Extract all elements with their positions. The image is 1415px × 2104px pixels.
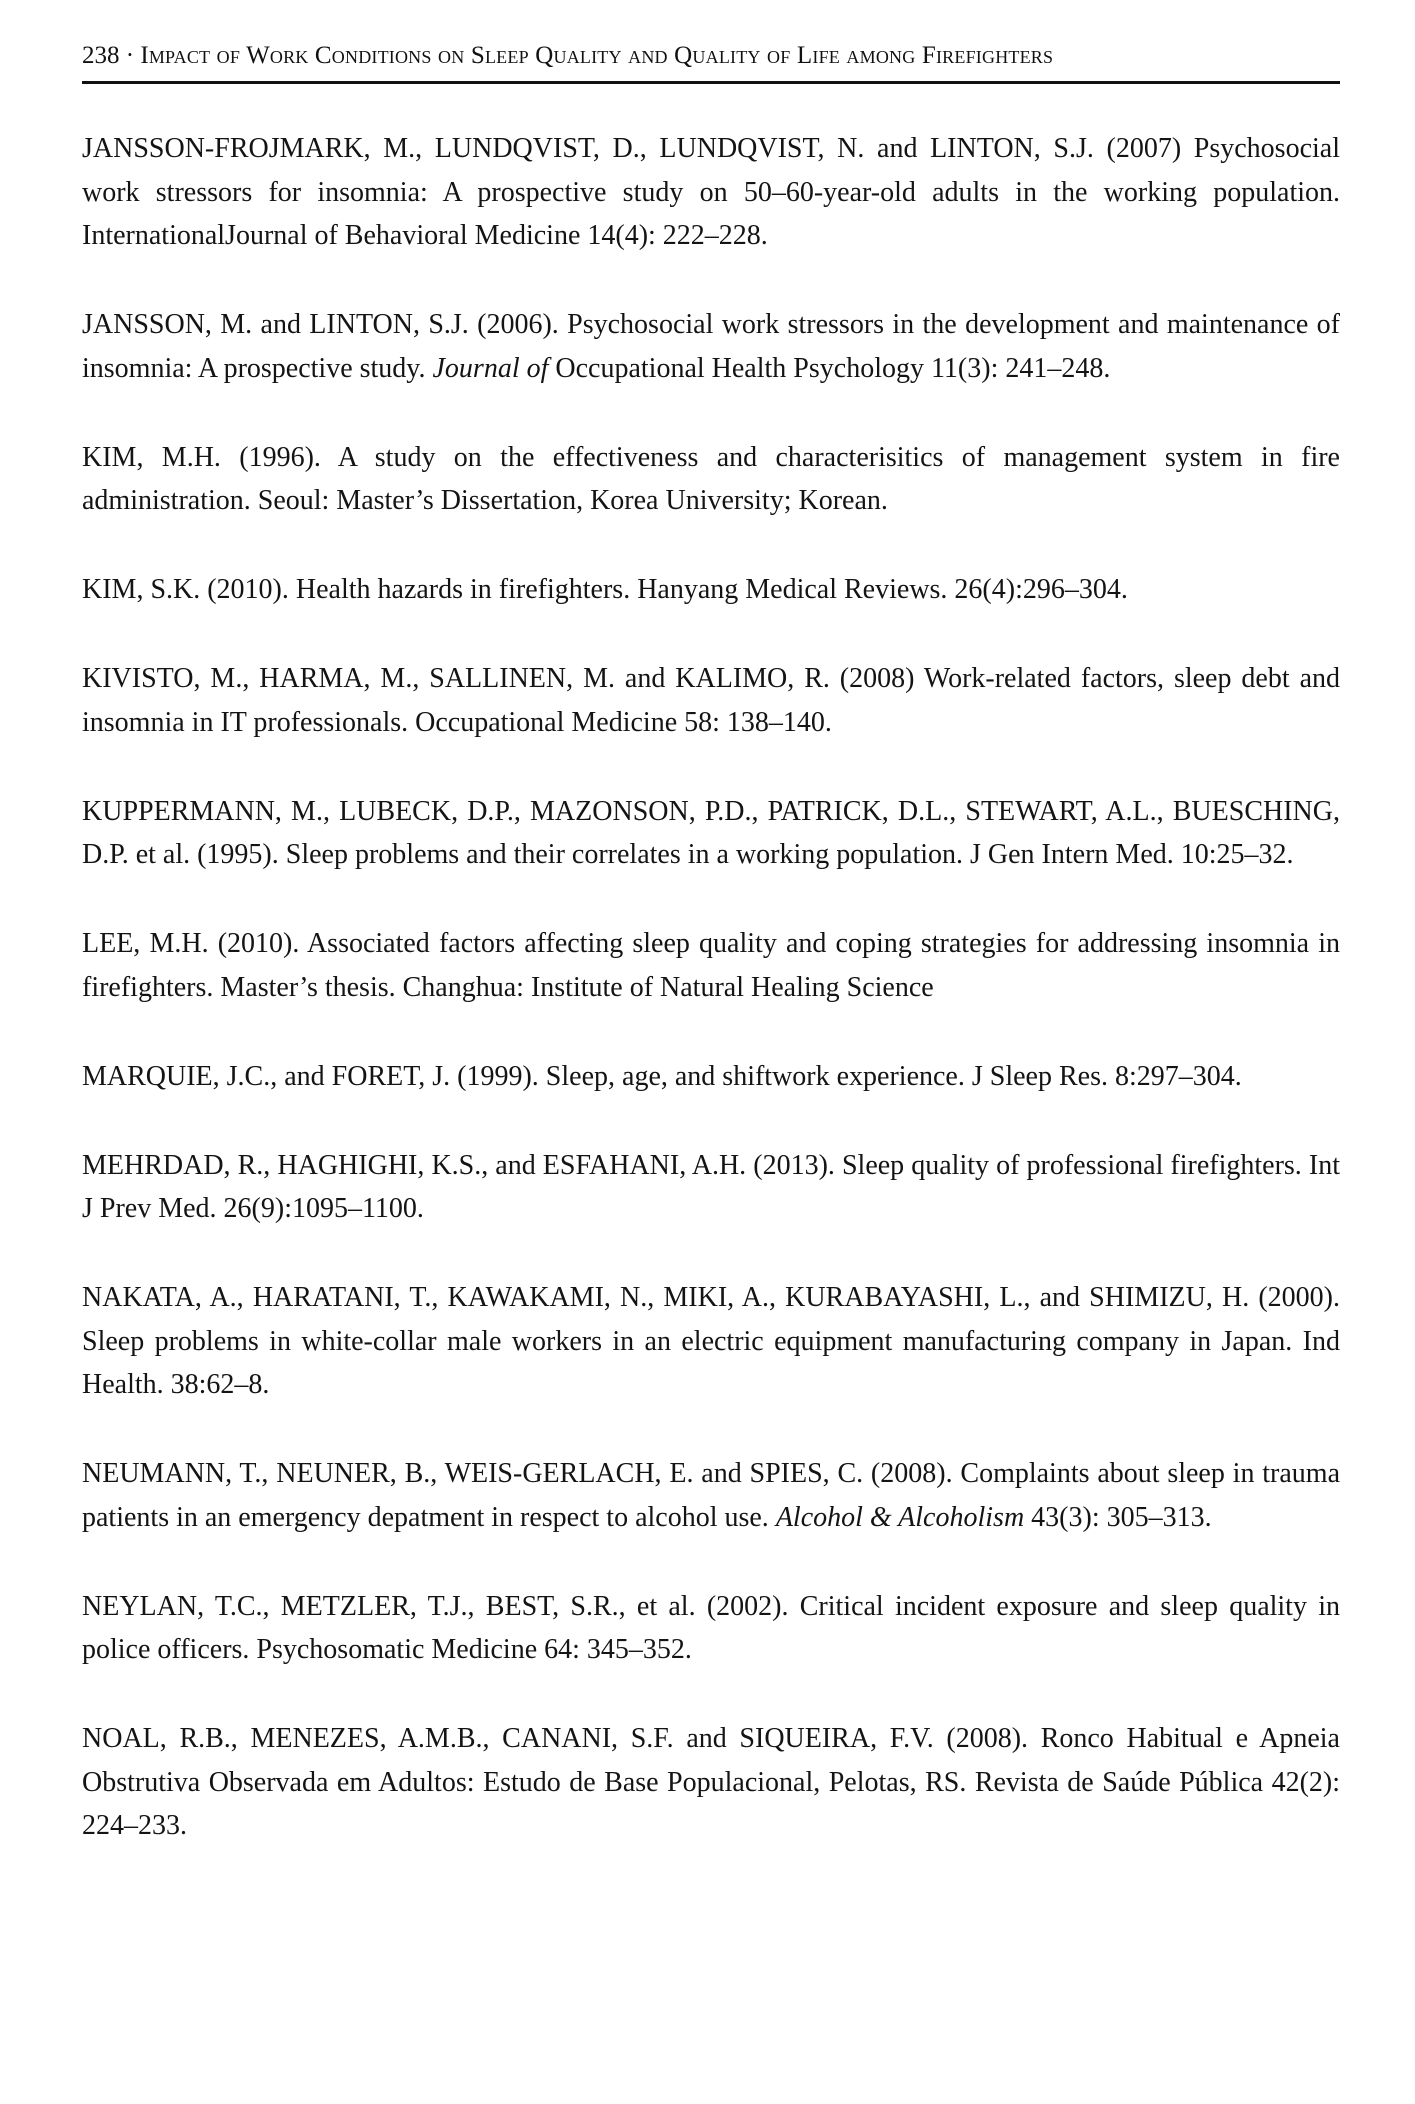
reference-entry — [82, 657, 1340, 744]
reference-entry — [82, 436, 1340, 523]
reference-text: 43(3): 305–313. — [1024, 1501, 1212, 1533]
reference-text: LEE, M.H. (2010). Associated factors affecting sleep quality and coping strategies for addressing insomnia in firefighters. Master’s thesis. Changhua: Institute of Natural Healing Science — [82, 928, 1340, 1003]
reference-text: NOAL, R.B., MENEZES, A.M.B., CANANI, S.F. and SIQUEIRA, F.V. (2008). Ronco Habitual e Apneia Obstrutiva Observada em Adultos: Estudo de Base Populacional, Pelotas, RS. Revista de Saúde Pública 42(2): 224–233. — [82, 1723, 1340, 1841]
reference-list — [82, 127, 1340, 1893]
reference-journal-italic: Journal of — [432, 352, 549, 384]
header-separator: · — [119, 42, 141, 69]
reference-text: KIVISTO, M., HARMA, M., SALLINEN, M. and KALIMO, R. (2008) Work-related factors, sleep debt and insomnia in IT professionals. Occupational Medicine 58: 138–140. — [82, 663, 1340, 738]
reference-text: KIM, S.K. (2010). Health hazards in firefighters. Hanyang Medical Reviews. 26(4):296–304. — [82, 574, 1128, 605]
reference-text: MEHRDAD, R., HAGHIGHI, K.S., and ESFAHANI, A.H. (2013). Sleep quality of professional firefighters. Int J Prev Med. 26(9):1095–1100. — [82, 1149, 1340, 1224]
reference-text: KUPPERMANN, M., LUBECK, D.P., MAZONSON, P.D., PATRICK, D.L., STEWART, A.L., BUESCHING, D.P. et al. (1995). Sleep problems and their correlates in a working population. J Gen Intern Med. 10:25–32. — [82, 795, 1340, 870]
reference-entry — [82, 790, 1340, 877]
reference-entry — [82, 127, 1340, 258]
reference-entry — [82, 568, 1340, 612]
reference-entry — [82, 922, 1340, 1009]
running-title: Impact of Work Conditions on Sleep Quality and Quality of Life among Firefighters — [140, 42, 1054, 69]
reference-text: JANSSON-FROJMARK, M., LUNDQVIST, D., LUNDQVIST, N. and LINTON, S.J. (2007) Psychosocial work stressors for insomnia: A prospective study on 50–60-year-old adults in the working population. InternationalJournal of Behavioral Medicine 14(4): 222–228. — [82, 133, 1340, 251]
reference-text: Occupational Health Psychology 11(3): 241–248. — [548, 352, 1111, 384]
page-number: 238 — [82, 42, 120, 69]
reference-entry — [82, 1717, 1340, 1848]
running-header — [82, 40, 1340, 72]
reference-entry — [82, 303, 1340, 390]
reference-entry — [82, 1144, 1340, 1231]
reference-text: NEYLAN, T.C., METZLER, T.J., BEST, S.R., et al. (2002). Critical incident exposure and sleep quality in police officers. Psychosomatic Medicine 64: 345–352. — [82, 1590, 1340, 1665]
reference-journal-italic: Alcohol & Alcoholism — [775, 1501, 1025, 1533]
reference-entry — [82, 1276, 1340, 1407]
reference-text: MARQUIE, J.C., and FORET, J. (1999). Sleep, age, and shiftwork experience. J Sleep Res. 8:297–304. — [82, 1060, 1242, 1092]
reference-text: NAKATA, A., HARATANI, T., KAWAKAMI, N., MIKI, A., KURABAYASHI, L., and SHIMIZU, H. (2000). Sleep problems in white-collar male workers in an electric equipment manufacturing company in Japan. Ind Health. 38:62–8. — [82, 1282, 1340, 1400]
header-rule — [82, 81, 1340, 84]
reference-entry — [82, 1585, 1340, 1672]
reference-entry — [82, 1452, 1340, 1539]
reference-text: KIM, M.H. (1996). A study on the effectiveness and characterisitics of management system in fire administration. Seoul: Master’s Dissertation, Korea University; Korean. — [82, 441, 1340, 516]
reference-text: NEUMANN, T., NEUNER, B., WEIS-GERLACH, E. and SPIES, C. (2008). Complaints about sleep in trauma patients in an emergency depatment in respect to alcohol use. — [82, 1458, 1340, 1533]
reference-entry — [82, 1055, 1340, 1099]
reference-text: JANSSON, M. and LINTON, S.J. (2006). Psychosocial work stressors in the development and maintenance of insomnia: A prospective study. — [82, 309, 1340, 384]
